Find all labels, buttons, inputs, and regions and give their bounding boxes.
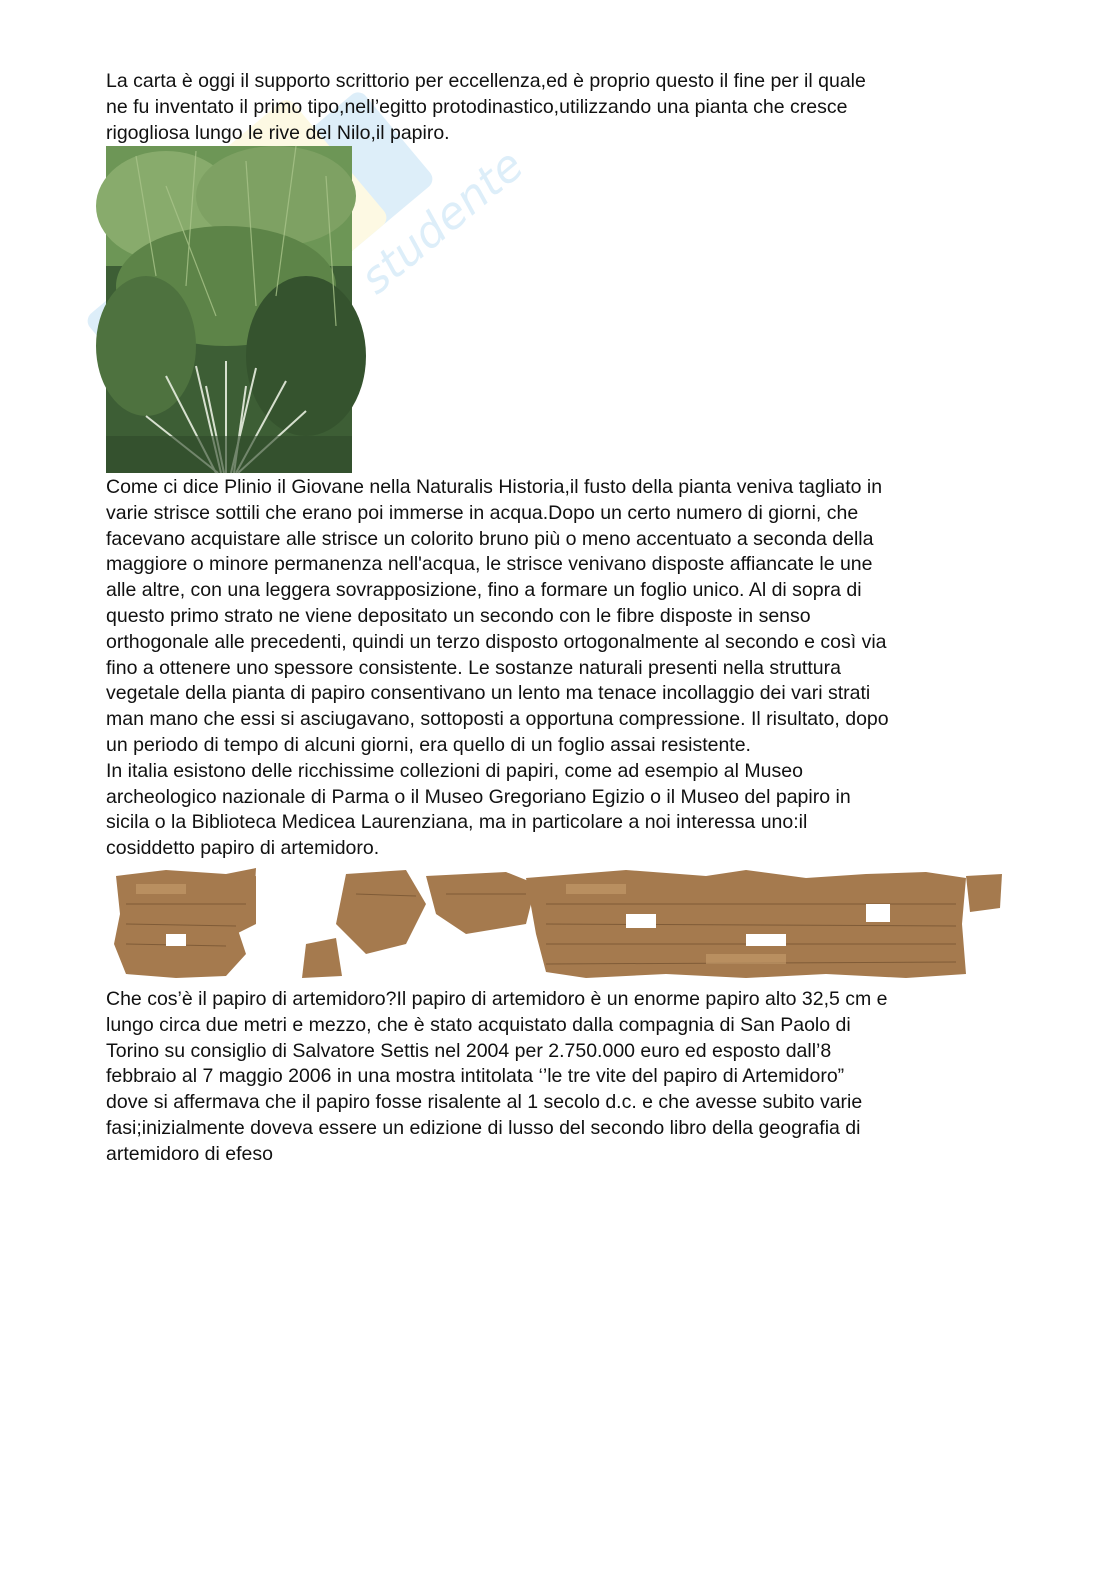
paragraph-artemidoro: Che cos’è il papiro di artemidoro?Il papiro di artemidoro è un enorme papiro alto 32,5 cm e lungo circa due metri e mezzo, che è stato acquistato dalla compagnia di San Paolo di Torino su consiglio di Salvatore Settis nel 2004 per 2.750.000 euro ed esposto dall’8 febbraio al 7 maggio 2006 in una mostra intitolata ‘’le tre vite del papiro di Artemidoro” dove si affermava che il papiro fosse risalente al 1 secolo d.c. e che avesse subito varie fasi;inizialmente doveva essere un edizione di lusso del secondo libro della geografia di artemidoro di efeso: [106, 988, 888, 1165]
paragraph-intro: La carta è oggi il supporto scrittorio per eccellenza,ed è proprio questo il fine per il quale ne fu inventato il primo tipo,nell’egitto protodinastico,utilizzando una pianta che cresce rigogliosa lungo le rive del Nilo,il papiro.: [106, 70, 866, 144]
watermark-text: studente: [350, 139, 534, 305]
papyrus-plant-image: [106, 146, 352, 473]
artemidoro-papyrus-image: [106, 864, 1004, 982]
paragraph-production: Come ci dice Plinio il Giovane nella Naturalis Historia,il fusto della pianta veniva tagliato in varie strisce sottili che erano poi immerse in acqua.Dopo un certo numero di giorni, che facevano acquistare alle strisce un colorito bruno più o meno accentuato a seconda della maggiore o minore permanenza nell'acqua, le strisce venivano disposte affiancate le une alle altre, con una leggera sovrapposizione, fino a formare un foglio unico. Al di sopra di questo primo strato ne viene depositato un secondo con le fibre disposte in senso orthogonale alle precedenti, quindi un terzo disposto ortogonalmente al secondo e così via fino a ottenere uno spessore consistente. Le sostanze naturali presenti nella struttura vegetale della pianta di papiro consentivano un lento ma tenace incollaggio dei vari strati man mano che essi si asciugavano, sottoposti a opportuna compressione. Il risultato, dopo un periodo di tempo di alcuni giorni, era quello di un foglio assai resistente. In italia esistono delle ricchissime collezioni di papiri, come ad esempio al Museo archeologico nazionale di Parma o il Museo Gregoriano Egizio o il Museo del papiro in sicila o la Biblioteca Medicea Laurenziana, ma in particolare a noi interessa uno:il cosiddetto papiro di artemidoro.: [106, 476, 889, 860]
